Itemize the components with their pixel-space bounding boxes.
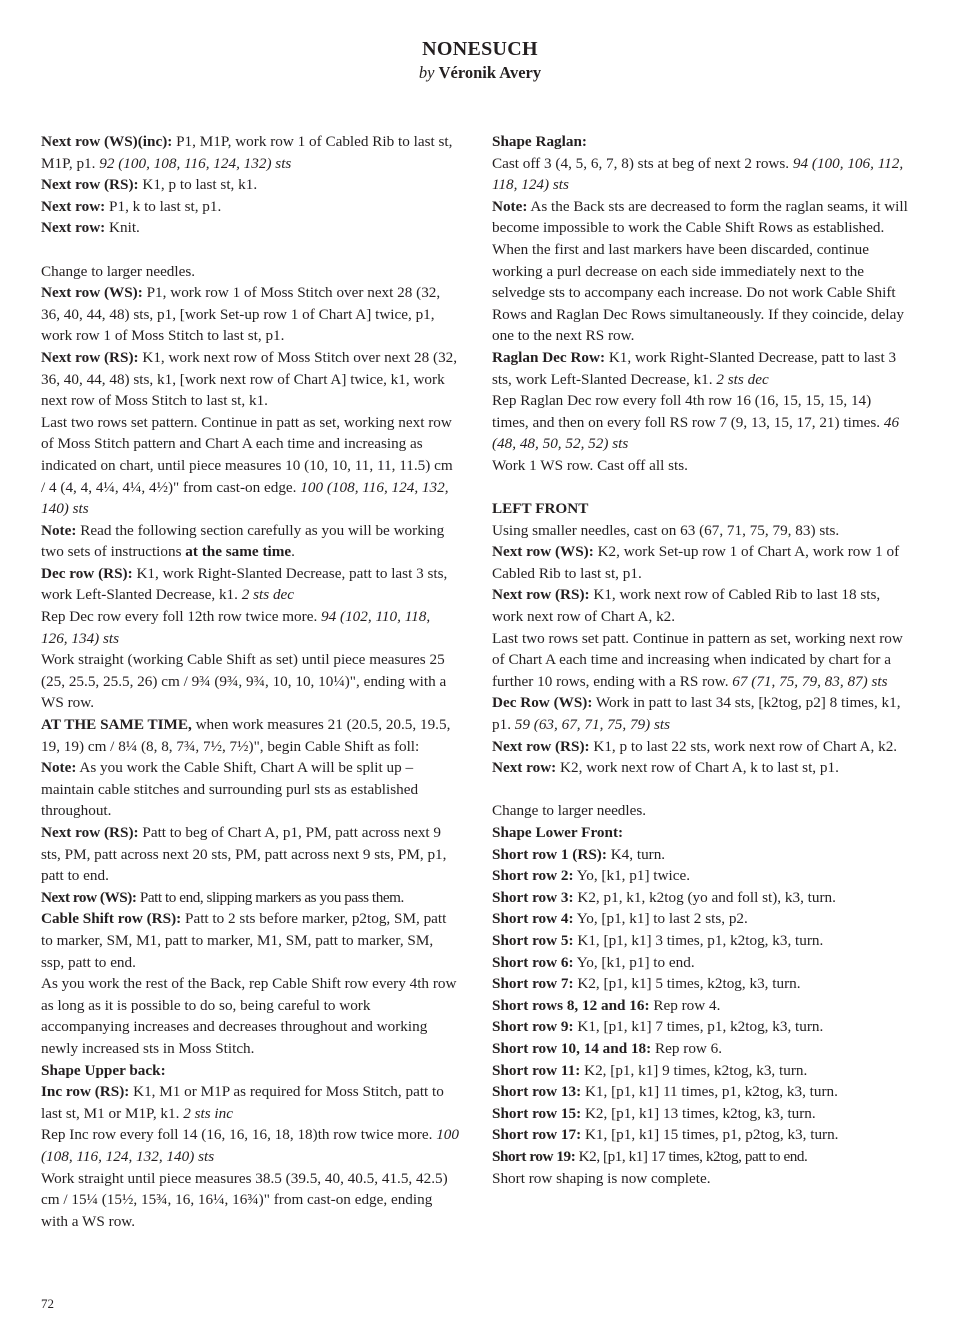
row-text: K2, [p1, k1] 5 times, k2tog, k3, turn. bbox=[573, 975, 801, 993]
instruction bbox=[41, 714, 459, 757]
row-text: Yo, [k1, p1] twice. bbox=[573, 867, 690, 885]
row-text: K1, M1 or M1P as required for Moss Stitch, patt to last st, M1 or M1P, k1. bbox=[41, 1083, 444, 1122]
heading-text: Shape Raglan: bbox=[492, 133, 587, 150]
row-text: Change to larger needles. bbox=[41, 262, 196, 280]
row-text: Last two rows set pattern. Continue in patt as set, working next row of Moss Stitch pattern and Chart A each time and increasing as indicated on chart, until piece measures 10 (10, 10, 11, 11, 11.5) cm / 4 (4, 4, 4¼, 4¼, 4½)" from cast-on edge. bbox=[41, 413, 453, 496]
row-label: Short row 11: bbox=[492, 1061, 581, 1079]
instruction bbox=[41, 887, 459, 909]
row-text: K2, p1, k1, k2tog (yo and foll st), k3, turn. bbox=[573, 888, 836, 906]
row-text: Last two rows set patt. Continue in pattern as set, working next row of Chart A each time and increasing when indicated by chart for a further 10 rows, ending with a RS row. bbox=[492, 629, 903, 690]
instruction bbox=[41, 261, 459, 283]
row-label: Short row 5: bbox=[492, 931, 574, 949]
row-text: K2, [p1, k1] 17 times, k2tog, patt to end. bbox=[575, 1147, 808, 1165]
row-text: K1, [p1, k1] 3 times, p1, k2tog, k3, turn. bbox=[573, 931, 824, 949]
short-row bbox=[492, 995, 910, 1017]
row-label: Next row (RS): bbox=[492, 737, 590, 755]
row-text: Patt to beg of Chart A, p1, PM, patt across next 9 sts, PM, patt across next 20 sts, PM, patt across next 9 sts, PM, p1, patt to end. bbox=[41, 824, 447, 885]
row-label: Short row 1 (RS): bbox=[492, 845, 607, 863]
short-row bbox=[492, 1146, 910, 1168]
row-label: Short row 2: bbox=[492, 867, 574, 885]
row-text: Using smaller needles, cast on 63 (67, 71, 75, 79, 83) sts. bbox=[492, 521, 840, 539]
instruction bbox=[492, 757, 910, 779]
row-text: K1, [p1, k1] 15 times, p1, p2tog, k3, turn. bbox=[581, 1126, 839, 1144]
note bbox=[492, 196, 910, 347]
row-text: Work in patt to last 34 sts, [k2tog, p2] 8 times, k1, p1. bbox=[492, 694, 901, 734]
right-column bbox=[492, 131, 910, 1189]
stitch-count: 2 sts dec bbox=[241, 586, 295, 604]
instruction bbox=[41, 282, 459, 347]
row-text: Rep row 4. bbox=[649, 996, 721, 1014]
paragraph-gap bbox=[41, 239, 459, 261]
row-label: Next row: bbox=[492, 759, 557, 777]
stitch-count: 67 (71, 75, 79, 83, 87) sts bbox=[732, 672, 888, 690]
row-text: K2, [p1, k1] 9 times, k2tog, k3, turn. bbox=[580, 1061, 808, 1079]
row-label: Short row 10, 14 and 18: bbox=[492, 1039, 652, 1057]
row-text: Rep Dec row every foll 12th row twice more. bbox=[41, 608, 322, 626]
row-text: K2, work Set-up row 1 of Chart A, work row 1 of Cabled Rib to last st, p1. bbox=[492, 543, 900, 582]
row-label: Next row (RS): bbox=[492, 586, 590, 604]
row-text: K1, [p1, k1] 11 times, p1, k2tog, k3, turn. bbox=[581, 1083, 838, 1101]
instruction bbox=[492, 541, 910, 584]
row-label: Short row 9: bbox=[492, 1018, 574, 1036]
row-label: Next row (WS)(inc): bbox=[41, 133, 173, 150]
row-text: Work straight (working Cable Shift as set) until piece measures 25 (25, 25.5, 25.5, 26) cm / 9¾ (9¾, 9¾, 10, 10, 10¼)", ending with a WS row. bbox=[41, 651, 447, 712]
row-label: Note: bbox=[41, 521, 77, 539]
stitch-count: 94 (100, 106, 112, 118, 124) sts bbox=[492, 154, 904, 194]
row-text: K1, [p1, k1] 7 times, p1, k2tog, k3, turn. bbox=[573, 1018, 824, 1036]
instruction bbox=[492, 1168, 910, 1190]
instruction bbox=[41, 1168, 459, 1233]
short-row bbox=[492, 1060, 910, 1082]
instruction bbox=[41, 217, 459, 239]
short-row bbox=[492, 973, 910, 995]
heading-text: LEFT FRONT bbox=[492, 500, 589, 518]
instruction bbox=[41, 822, 459, 887]
instruction bbox=[41, 563, 459, 606]
short-row bbox=[492, 930, 910, 952]
row-label: Raglan Dec Row: bbox=[492, 348, 606, 366]
short-row bbox=[492, 844, 910, 866]
row-text: K1, work next row of Cabled Rib to last 18 sts, work next row of Chart A, k2. bbox=[492, 586, 881, 626]
row-text: K1, p to last st, k1. bbox=[138, 176, 258, 194]
row-label: Short row 3: bbox=[492, 888, 574, 906]
row-text: Rep Raglan Dec row every foll 4th row 16 (16, 15, 15, 15, 14) times, and then on every foll RS row 7 (9, 13, 15, 17, 21) times. bbox=[492, 392, 884, 431]
row-label: Short row 15: bbox=[492, 1104, 582, 1122]
row-text: K2, [p1, k1] 13 times, k2tog, k3, turn. bbox=[581, 1104, 816, 1122]
row-text: when work measures 21 (20.5, 20.5, 19.5, 19, 19) cm / 8¼ (8, 8, 7¾, 7½, 7½)", begin Cable Shift as foll: bbox=[41, 716, 451, 755]
note bbox=[41, 520, 459, 563]
row-label: Short row 6: bbox=[492, 953, 574, 971]
instruction bbox=[492, 736, 910, 758]
instruction bbox=[41, 174, 459, 196]
author-name: Véronik Avery bbox=[438, 63, 542, 82]
instruction bbox=[492, 800, 910, 822]
section-heading bbox=[492, 822, 910, 844]
row-label: Next row: bbox=[41, 219, 106, 237]
row-text: Read the following section carefully as you will be working two sets of instructions bbox=[41, 521, 445, 561]
heading-text: Shape Upper back: bbox=[41, 1061, 166, 1079]
row-label: Next row: bbox=[41, 197, 106, 215]
row-text: Rep row 6. bbox=[651, 1039, 723, 1057]
instruction bbox=[492, 153, 910, 196]
row-label: Short row 17: bbox=[492, 1126, 582, 1144]
row-text: Yo, [k1, p1] to end. bbox=[573, 953, 695, 971]
page-number: 72 bbox=[41, 1296, 54, 1311]
row-label: Short row 13: bbox=[492, 1083, 582, 1101]
row-text: Short row shaping is now complete. bbox=[492, 1169, 711, 1187]
stitch-count: 2 sts inc bbox=[183, 1104, 233, 1122]
row-label: Note: bbox=[41, 759, 77, 777]
heading-text: Shape Lower Front: bbox=[492, 824, 624, 841]
row-label: Next row (WS): bbox=[41, 888, 137, 906]
row-text: K1, work next row of Moss Stitch over next 28 (32, 36, 40, 44, 48) sts, k1, [work next row of Chart A] twice, k1, work next row of Moss Stitch to last st, k1. bbox=[41, 348, 458, 410]
row-text: Work straight until piece measures 38.5 (39.5, 40, 40.5, 41.5, 42.5) cm / 15¼ (15½, 15¾, 16, 16¼, 16¾)" from cast-on edge, ending with a WS row. bbox=[41, 1169, 448, 1230]
instruction bbox=[41, 1081, 459, 1124]
row-label: Cable Shift row (RS): bbox=[41, 910, 182, 928]
page-header bbox=[0, 36, 960, 84]
paragraph-gap bbox=[492, 477, 910, 499]
row-text: P1, k to last st, p1. bbox=[105, 197, 222, 215]
instruction bbox=[41, 606, 459, 649]
row-text: . bbox=[291, 543, 295, 561]
section-heading bbox=[492, 498, 910, 520]
row-text: Change to larger needles. bbox=[492, 802, 647, 820]
row-text: Work 1 WS row. Cast off all sts. bbox=[492, 456, 688, 474]
short-row bbox=[492, 908, 910, 930]
row-text: Knit. bbox=[105, 219, 140, 237]
row-label: Short rows 8, 12 and 16: bbox=[492, 996, 650, 1014]
short-row bbox=[492, 865, 910, 887]
row-label: Short row 19: bbox=[492, 1147, 576, 1165]
row-text: Cast off 3 (4, 5, 6, 7, 8) sts at beg of next 2 rows. bbox=[492, 154, 793, 172]
row-text: K1, p to last 22 sts, work next row of Chart A, k2. bbox=[589, 737, 898, 755]
row-text: P1, M1P, work row 1 of Cabled Rib to last st, M1P, p1. bbox=[41, 133, 453, 172]
short-row bbox=[492, 1081, 910, 1103]
instruction bbox=[41, 196, 459, 218]
instruction bbox=[492, 347, 910, 390]
pattern-title: NONESUCH bbox=[422, 38, 538, 60]
instruction bbox=[41, 649, 459, 714]
emphasis: at the same time bbox=[185, 543, 292, 561]
row-label: Dec Row (WS): bbox=[492, 694, 593, 712]
row-text: Patt to 2 sts before marker, p2tog, SM, patt to marker, SM, M1, patt to marker, M1, SM, patt to marker, SM, ssp, patt to end. bbox=[41, 910, 447, 971]
stitch-count: 100 (108, 116, 124, 132, 140) sts bbox=[41, 1126, 459, 1165]
section-heading bbox=[492, 131, 910, 153]
row-text: As the Back sts are decreased to form the raglan seams, it will become impossible to work the Cable Shift Rows as established. When the first and last markers have been discarded, continue working a purl decrease on each side immediately next to the selvedge sts to accompany each increase. Do not work Cable Shift Rows and Raglan Dec Rows simultaneously. If they coincide, delay one to the next RS row. bbox=[492, 197, 908, 345]
stitch-count: 100 (108, 116, 124, 132, 140) sts bbox=[41, 478, 449, 518]
instruction bbox=[492, 520, 910, 542]
stitch-count: 94 (102, 110, 118, 126, 134) sts bbox=[41, 608, 431, 647]
row-text: K4, turn. bbox=[606, 845, 666, 863]
row-text: Yo, [p1, k1] to last 2 sts, p2. bbox=[573, 910, 748, 928]
instruction bbox=[492, 390, 910, 455]
note bbox=[41, 757, 459, 822]
row-text: Patt to end, slipping markers as you pass them. bbox=[136, 888, 404, 906]
instruction bbox=[492, 455, 910, 477]
row-label: Short row 4: bbox=[492, 910, 574, 928]
section-heading bbox=[41, 1060, 459, 1082]
instruction bbox=[492, 584, 910, 627]
instruction bbox=[41, 347, 459, 412]
row-label: Next row (WS): bbox=[41, 284, 143, 302]
row-text: P1, work row 1 of Moss Stitch over next 28 (32, 36, 40, 44, 48) sts, p1, [work Set-up row 1 of Chart A] twice, p1, work row 1 of Moss Stitch to last st, p1. bbox=[41, 284, 441, 345]
row-label: Next row (RS): bbox=[41, 824, 139, 841]
short-row bbox=[492, 1016, 910, 1038]
row-label: Next row (RS): bbox=[41, 348, 139, 366]
byline-by: by bbox=[418, 63, 435, 82]
instruction bbox=[492, 628, 910, 693]
short-row bbox=[492, 952, 910, 974]
short-row bbox=[492, 887, 910, 909]
short-row bbox=[492, 1038, 910, 1060]
row-text: As you work the rest of the Back, rep Cable Shift row every 4th row as long as it is possible to do so, being careful to work accompanying increases and decreases throughout and working newly increased sts in Moss Stitch. bbox=[41, 975, 457, 1057]
instruction bbox=[41, 908, 459, 973]
stitch-count: 59 (63, 67, 71, 75, 79) sts bbox=[514, 716, 671, 734]
short-row bbox=[492, 1124, 910, 1146]
row-text: K1, work Right-Slanted Decrease, patt to last 3 sts, work Left-Slanted Decrease, k1. bbox=[492, 348, 897, 388]
row-text: As you work the Cable Shift, Chart A will be split up – maintain cable stitches and surrounding purl sts as established throughout. bbox=[41, 759, 419, 820]
stitch-count: 2 sts dec bbox=[716, 370, 769, 388]
instruction bbox=[41, 1124, 459, 1167]
stitch-count: 92 (100, 108, 116, 124, 132) sts bbox=[99, 154, 292, 172]
left-column bbox=[41, 131, 459, 1232]
instruction bbox=[492, 692, 910, 735]
row-text: Rep Inc row every foll 14 (16, 16, 16, 18, 18)th row twice more. bbox=[41, 1126, 437, 1144]
stitch-count: 46 (48, 48, 50, 52, 52) sts bbox=[492, 413, 900, 453]
byline bbox=[0, 62, 960, 84]
row-label: Inc row (RS): bbox=[41, 1083, 130, 1101]
row-text: K1, work Right-Slanted Decrease, patt to last 3 sts, work Left-Slanted Decrease, k1. bbox=[41, 564, 448, 604]
instruction bbox=[41, 131, 459, 174]
row-label: Dec row (RS): bbox=[41, 564, 133, 582]
row-label: AT THE SAME TIME, bbox=[41, 716, 192, 734]
row-label: Short row 7: bbox=[492, 975, 574, 993]
paragraph-gap bbox=[492, 779, 910, 801]
row-text: K2, work next row of Chart A, k to last st, p1. bbox=[556, 759, 839, 777]
short-row bbox=[492, 1103, 910, 1125]
row-label: Next row (RS): bbox=[41, 176, 139, 194]
row-label: Note: bbox=[492, 197, 528, 215]
instruction bbox=[41, 973, 459, 1059]
row-label: Next row (WS): bbox=[492, 543, 594, 561]
instruction bbox=[41, 412, 459, 520]
